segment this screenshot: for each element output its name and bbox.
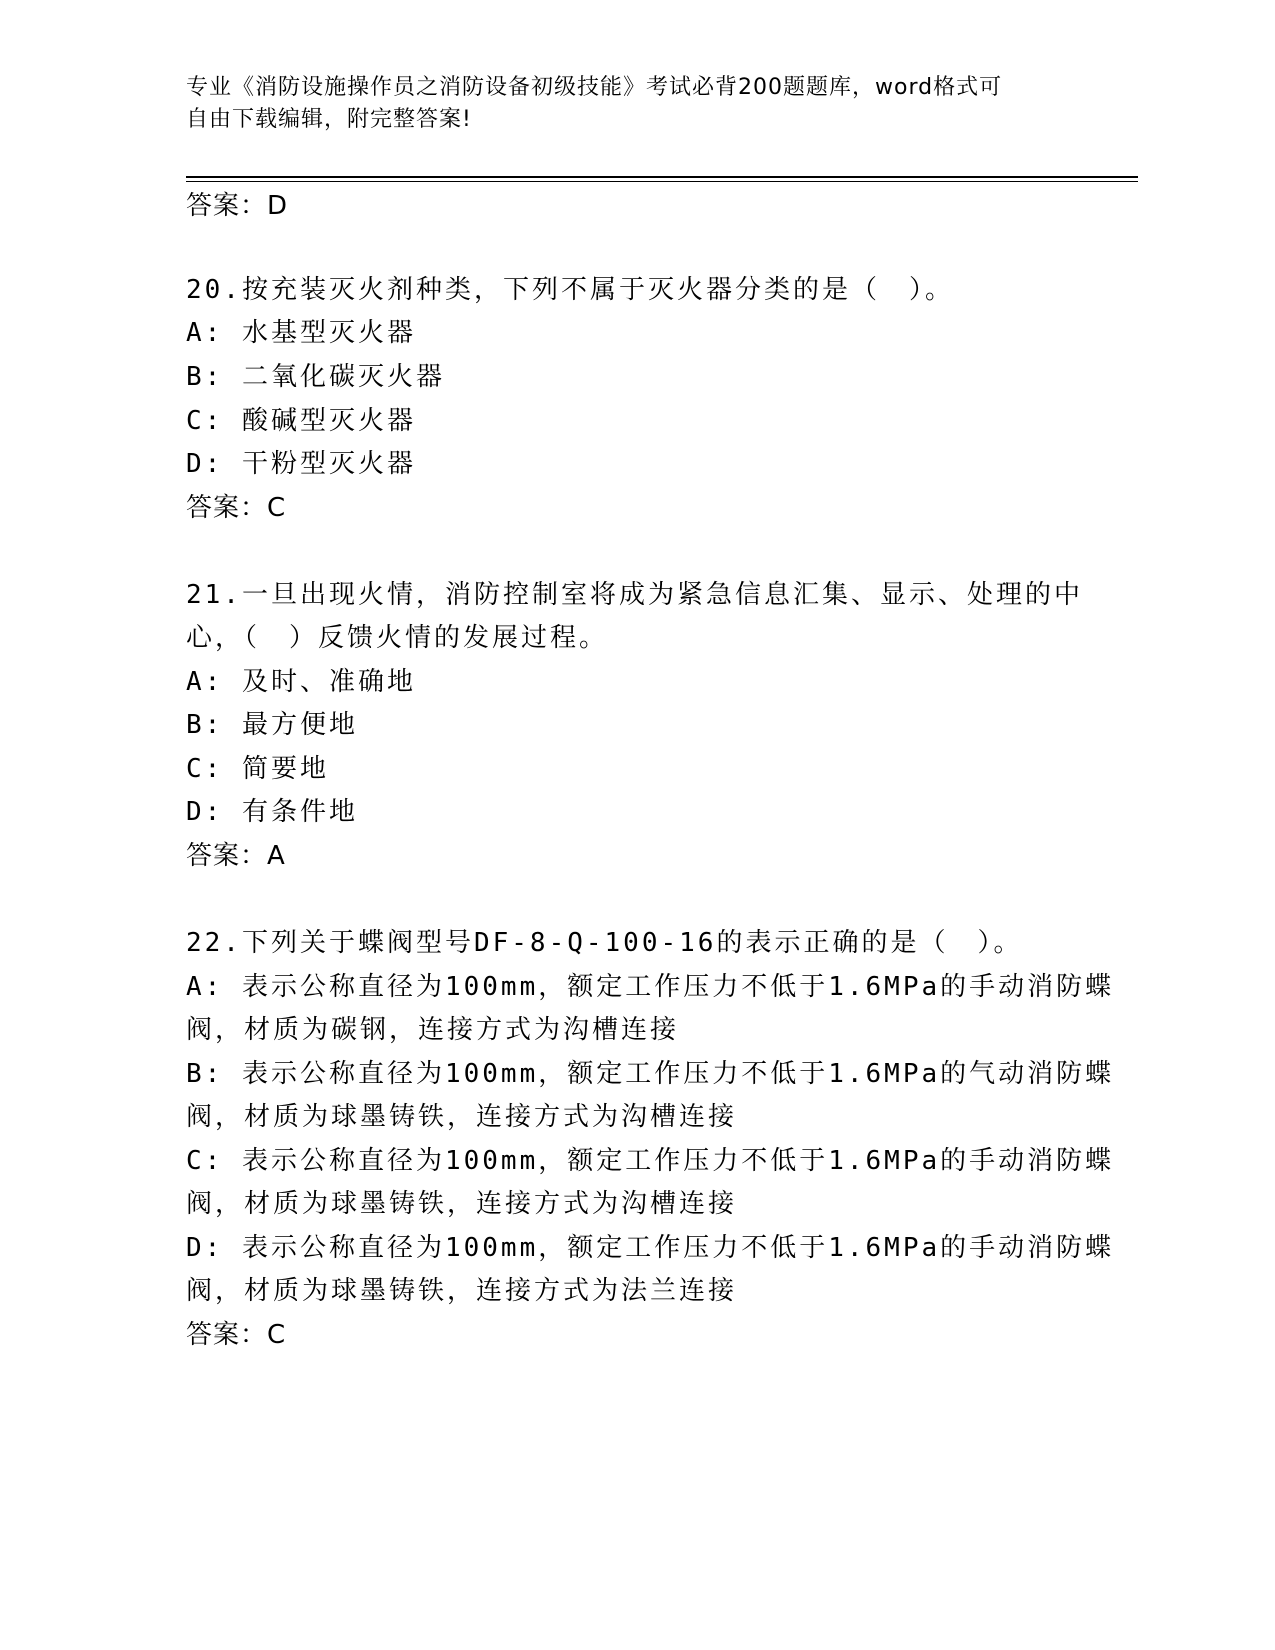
header-rule-thin — [186, 181, 1138, 182]
q21-option-d: D: 有条件地 — [186, 797, 358, 827]
q22-option-a-line-2: 阀，材质为碳钢，连接方式为沟槽连接 — [186, 1015, 680, 1045]
q19-answer: 答案：D — [186, 191, 289, 221]
q22-option-a-line-1: A: 表示公称直径为100mm，额定工作压力不低于1.6MPa的手动消防蝶 — [186, 972, 1115, 1002]
q22-option-b-line-1: B: 表示公称直径为100mm，额定工作压力不低于1.6MPa的气动消防蝶 — [186, 1059, 1115, 1089]
header-rule-thick — [186, 176, 1138, 178]
q20-option-b: B: 二氧化碳灭火器 — [186, 362, 445, 392]
header-line-1: 专业《消防设施操作员之消防设备初级技能》考试必背200题题库，word格式可 — [186, 75, 1003, 100]
header-line-2: 自由下载编辑，附完整答案! — [186, 107, 472, 132]
q22-option-d-line-2: 阀，材质为球墨铸铁，连接方式为法兰连接 — [186, 1276, 738, 1306]
q21-answer: 答案：A — [186, 841, 286, 871]
q22-answer: 答案：C — [186, 1320, 287, 1350]
q21-option-c: C: 简要地 — [186, 754, 329, 784]
q22-option-b-line-2: 阀，材质为球墨铸铁，连接方式为沟槽连接 — [186, 1102, 738, 1132]
q20-option-d: D: 干粉型灭火器 — [186, 449, 416, 479]
q22-option-c-line-2: 阀，材质为球墨铸铁，连接方式为沟槽连接 — [186, 1189, 738, 1219]
q22-option-c-line-1: C: 表示公称直径为100mm，额定工作压力不低于1.6MPa的手动消防蝶 — [186, 1146, 1115, 1176]
q20-answer: 答案：C — [186, 493, 287, 523]
q21-question-line-1: 21.一旦出现火情，消防控制室将成为紧急信息汇集、显示、处理的中 — [186, 580, 1083, 610]
q21-question-line-2: 心，（ ）反馈火情的发展过程。 — [186, 623, 609, 653]
document-header — [186, 72, 1086, 136]
q20-option-a: A: 水基型灭火器 — [186, 318, 416, 348]
q20-option-c: C: 酸碱型灭火器 — [186, 406, 416, 436]
q21-option-b: B: 最方便地 — [186, 710, 358, 740]
q22-question: 22.下列关于蝶阀型号DF-8-Q-100-16的表示正确的是（ ）。 — [186, 928, 1023, 958]
q22-option-d-line-1: D: 表示公称直径为100mm，额定工作压力不低于1.6MPa的手动消防蝶 — [186, 1233, 1115, 1263]
q21-option-a: A: 及时、准确地 — [186, 667, 416, 697]
q20-question: 20.按充装灭火剂种类，下列不属于灭火器分类的是（ ）。 — [186, 275, 954, 305]
